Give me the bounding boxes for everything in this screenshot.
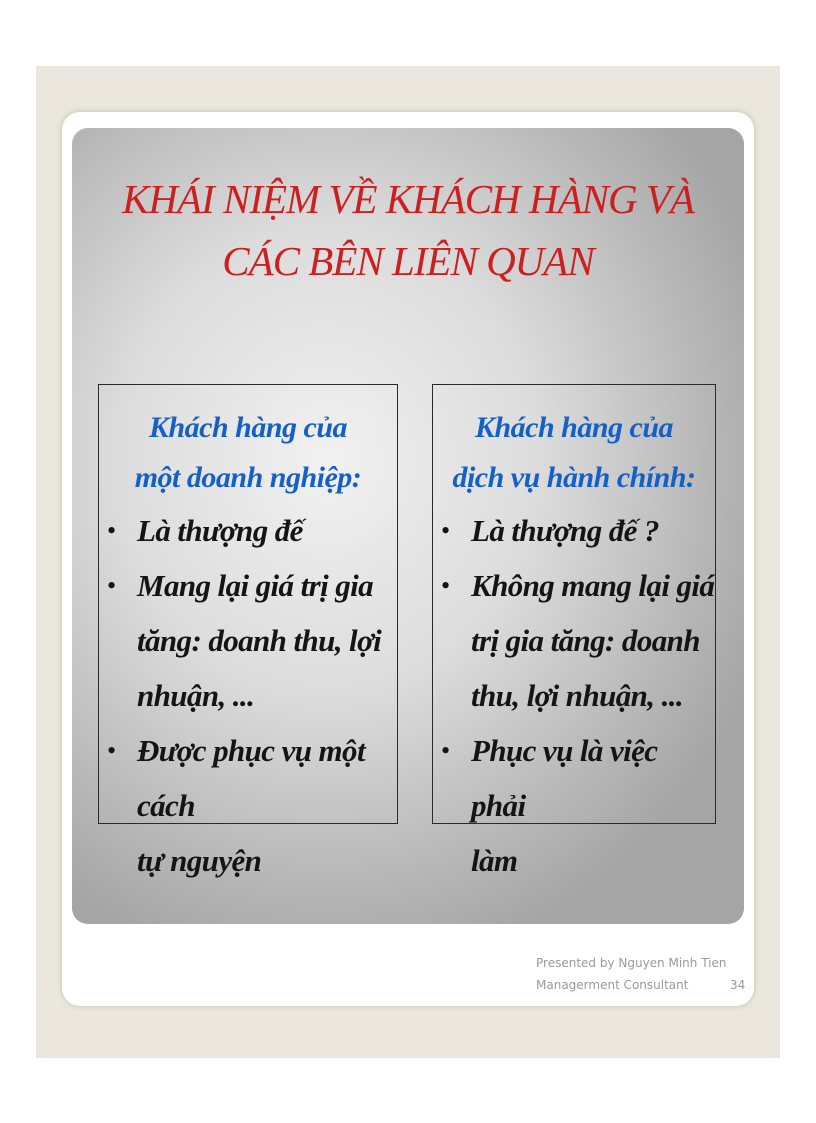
bullet-text: nhuận, ... bbox=[137, 678, 255, 713]
box-heading-line: Khách hàng của bbox=[474, 411, 674, 444]
bullet-text: trị gia tăng: doanh bbox=[471, 623, 700, 658]
box-heading-line: Khách hàng của bbox=[148, 411, 348, 444]
bullet-marker: • bbox=[441, 571, 450, 600]
bullet-marker: • bbox=[441, 736, 450, 765]
bullet-marker: • bbox=[107, 736, 116, 765]
bullet-text: tự nguyện bbox=[137, 843, 262, 878]
slide-footer bbox=[536, 952, 746, 996]
page-number: 34 bbox=[730, 978, 746, 992]
presenter-role: Managerment Consultant bbox=[536, 978, 689, 992]
bullet-text: tăng: doanh thu, lợi bbox=[137, 623, 382, 658]
slide-title-line: KHÁI NIỆM VỀ KHÁCH HÀNG VÀ bbox=[122, 176, 694, 222]
business-customer-box bbox=[98, 384, 398, 878]
slide-title-line: CÁC BÊN LIÊN QUAN bbox=[222, 238, 594, 284]
bullet-text: Được phục vụ một cách bbox=[137, 733, 365, 823]
bullet-text: Là thượng đế bbox=[137, 513, 303, 548]
bullet-item bbox=[433, 723, 715, 888]
bullet-item bbox=[433, 503, 715, 558]
bullet-marker: • bbox=[107, 516, 116, 545]
bullet-list bbox=[433, 503, 715, 888]
bullet-text: thu, lợi nhuận, ... bbox=[471, 678, 684, 713]
bullet-marker: • bbox=[107, 571, 116, 600]
box-heading-line: dịch vụ hành chính: bbox=[452, 461, 696, 494]
public-service-customer-box bbox=[432, 384, 716, 878]
bullet-text: Là thượng đế ? bbox=[471, 513, 659, 548]
bullet-marker: • bbox=[441, 516, 450, 545]
box-heading bbox=[99, 403, 397, 503]
bullet-item bbox=[99, 558, 397, 723]
presenter-credit: Presented by Nguyen Minh Tien bbox=[536, 956, 727, 970]
box-heading bbox=[433, 403, 715, 503]
bullet-list bbox=[99, 503, 397, 888]
bullet-item bbox=[433, 558, 715, 723]
bullet-item bbox=[99, 723, 397, 888]
bullet-item bbox=[99, 503, 397, 558]
bullet-text: làm bbox=[471, 843, 518, 878]
bullet-text: Không mang lại giá bbox=[471, 568, 715, 603]
bullet-text: Phục vụ là việc phải bbox=[471, 733, 658, 823]
bullet-text: Mang lại giá trị gia bbox=[137, 568, 374, 603]
slide-title bbox=[72, 168, 744, 292]
box-heading-line: một doanh nghiệp: bbox=[134, 461, 362, 494]
